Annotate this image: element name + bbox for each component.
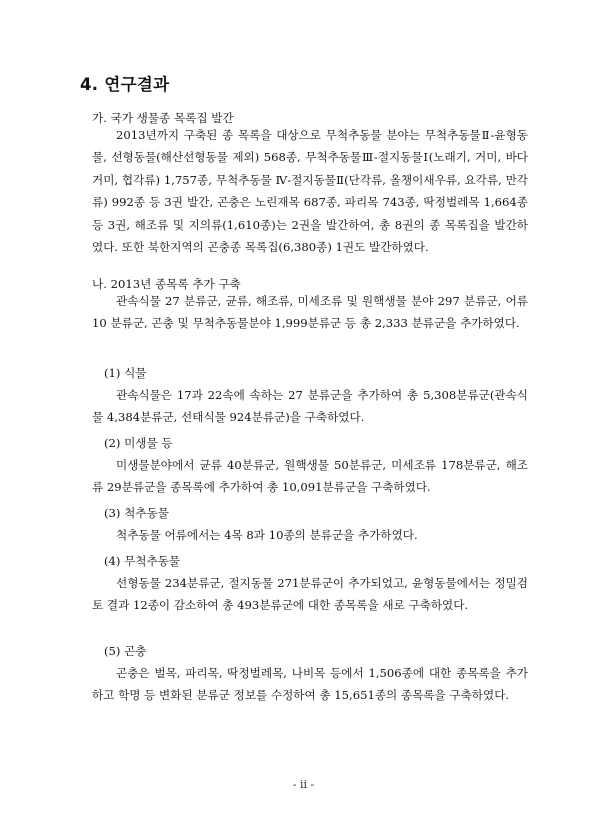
- item-title-vertebrates: (3) 척추동물: [104, 506, 169, 520]
- section-heading: 4. 연구결과: [80, 75, 170, 94]
- paragraph-invertebrates: 선형동물 234분류군, 절지동물 271분류군이 추가되었고, 윤형동물에서는 정밀검토 결과 12종이 감소하여 총 493분류군에 대한 종목록을 새로 구축하였다.: [92, 576, 528, 613]
- paragraph-vertebrates: 척추동물 어류에서는 4목 8과 10종의 분류군을 추가하였다.: [116, 528, 418, 542]
- paragraph-plants: 관속식물은 17과 22속에 속하는 27 분류군을 추가하여 총 5,308분류군(관속식물 4,384분류군, 선태식물 924분류군)을 구축하였다.: [92, 388, 528, 425]
- paragraph-insects: 곤충은 벌목, 파리목, 딱정벌레목, 나비목 등에서 1,506종에 대한 종목록을 추가하고 학명 등 변화된 분류군 정보를 수정하여 총 15,651종의 종목록을 구축하였다.: [92, 666, 528, 703]
- paragraph-microbes: 미생물분야에서 균류 40분류군, 원핵생물 50분류군, 미세조류 178분류군, 해조류 29분류군을 종목록에 추가하여 총 10,091분류군을 구축하였다.: [92, 458, 528, 495]
- item-title-invertebrates: (4) 무척추동물: [104, 554, 181, 568]
- paragraph-species-catalog: 2013년까지 구축된 종 목록을 대상으로 무척추동물 분야는 무척추동물Ⅱ-윤형동물, 선형동물(해산선형동물 제외) 568종, 무척추동물Ⅲ-절지동물Ⅰ(노래기, 거미, 바다거미, 협각류) 1,757종, 무척추동물 Ⅳ-절지동물Ⅱ(단각류, 올챙이새우류, 요각류, 만각류) 992종 등 3권 발간, 곤충은 노린재목 687종, 파리목 743종, 딱정벌레목 1,664종 등 3권, 해조류 및 지의류(1,610종)는 2권을 발간하여, 총 8권의 종 목록집을 발간하였다. 또한 북한지역의 곤충종 목록집(6,380종) 1권도 발간하였다.: [92, 128, 528, 255]
- item-title-microbes: (2) 미생물 등: [104, 436, 173, 450]
- item-title-plants: (1) 식물: [104, 366, 147, 380]
- item-title-insects: (5) 곤충: [104, 644, 147, 658]
- subsection-title-species-list: 나. 2013년 종목록 추가 구축: [92, 277, 241, 291]
- paragraph-species-list: 관속식물 27 분류군, 균류, 해조류, 미세조류 및 원핵생물 분야 297 분류군, 어류 10 분류군, 곤충 및 무척추동물분야 1,999분류군 등 총 2,333 분류군을 추가하였다.: [92, 294, 528, 331]
- page-number: - ii -: [292, 778, 315, 791]
- subsection-title-species-catalog: 가. 국가 생물종 목록집 발간: [92, 111, 234, 125]
